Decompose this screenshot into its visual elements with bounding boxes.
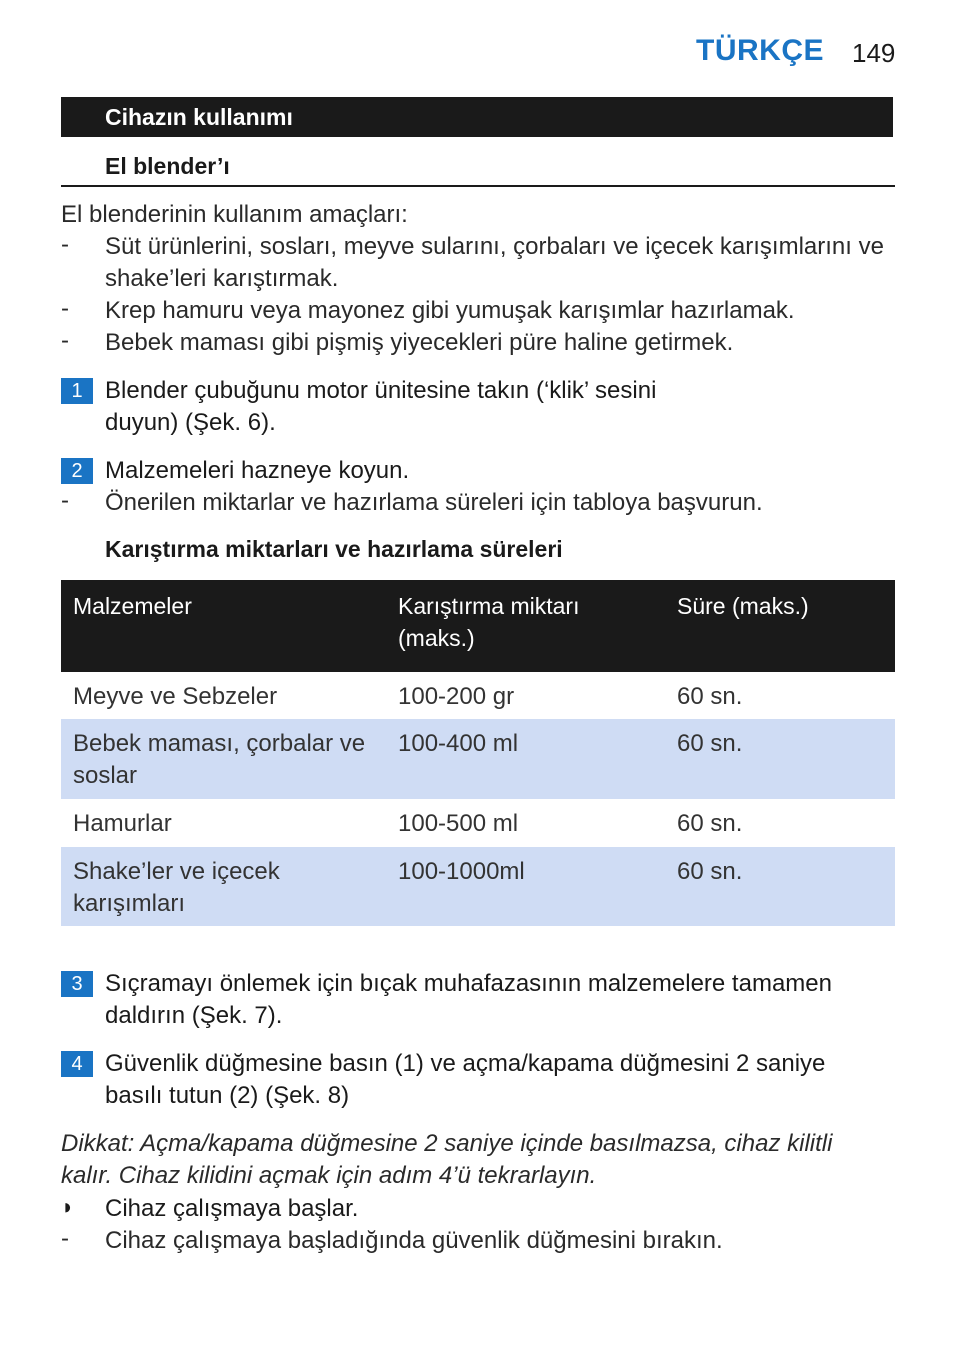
table-row — [61, 847, 895, 926]
step-4-line1: Güvenlik düğmesine basın (1) ve açma/kapama düğmesini 2 saniye — [105, 1050, 826, 1077]
dash-bullet: - — [61, 1225, 69, 1252]
cell-time: 60 sn. — [677, 810, 743, 837]
cell-ingredient-line2: soslar — [73, 762, 138, 789]
step-3-line2: daldırın (Şek. 7). — [105, 1002, 283, 1029]
caution-line2: kalır. Cihaz kilidini açmak için adım 4’ü tekrarlayın. — [61, 1162, 597, 1189]
mixing-table — [61, 580, 895, 926]
cell-ingredient: Hamurlar — [73, 810, 172, 837]
result-arrow-icon: ◗ — [61, 1194, 75, 1219]
cell-amount: 100-400 ml — [398, 730, 519, 757]
header-time: Süre (maks.) — [677, 593, 809, 619]
subsection-title: El blender’ı — [105, 153, 230, 179]
divider — [61, 185, 895, 187]
intro-item-2: Krep hamuru veya mayonez gibi yumuşak karışımlar hazırlamak. — [105, 297, 795, 324]
header-amount-line1: Karıştırma miktarı — [398, 593, 580, 619]
table-header-row — [61, 580, 895, 672]
header-amount — [398, 590, 668, 654]
cell-ingredient-line2: karışımları — [73, 890, 186, 917]
dash-bullet: - — [61, 295, 69, 322]
step-1-line2: duyun) (Şek. 6). — [105, 409, 276, 436]
dash-bullet: - — [61, 327, 69, 354]
caution-line1: Dikkat: Açma/kapama düğmesine 2 saniye içinde basılmazsa, cihaz kilitli — [61, 1130, 833, 1157]
page-number: 149 — [852, 38, 896, 68]
cell-time: 60 sn. — [677, 730, 743, 757]
cell-amount: 100-500 ml — [398, 810, 519, 837]
step-3-line1: Sıçramayı önlemek için bıçak muhafazasının malzemelere tamamen — [105, 970, 832, 997]
step-number-1: 1 — [61, 378, 93, 404]
header-amount-line2: (maks.) — [398, 625, 475, 651]
table-row — [61, 672, 895, 719]
intro-lead: El blenderinin kullanım amaçları: — [61, 201, 408, 228]
cell-amount: 100-200 gr — [398, 683, 515, 710]
cell-time: 60 sn. — [677, 858, 743, 885]
section-title: Cihazın kullanımı — [105, 104, 293, 130]
cell-time: 60 sn. — [677, 683, 743, 710]
cell-ingredient-line1: Bebek maması, çorbalar ve — [73, 730, 366, 757]
result-text: Cihaz çalışmaya başlar. — [105, 1195, 359, 1222]
intro-item-3: Bebek maması gibi pişmiş yiyecekleri püre haline getirmek. — [105, 329, 734, 356]
dash-bullet: - — [61, 487, 69, 514]
result-note: Cihaz çalışmaya başladığında güvenlik düğmesini bırakın. — [105, 1227, 723, 1254]
step-1-line1: Blender çubuğunu motor ünitesine takın (‘klik’ sesini — [105, 377, 657, 404]
cell-amount: 100-1000ml — [398, 858, 525, 885]
step-number-3: 3 — [61, 971, 93, 997]
step-2-note: Önerilen miktarlar ve hazırlama süreleri için tabloya başvurun. — [105, 489, 763, 516]
step-2-line1: Malzemeleri hazneye koyun. — [105, 457, 410, 484]
cell-ingredient: Meyve ve Sebzeler — [73, 683, 278, 710]
cell-ingredient-line1: Shake’ler ve içecek — [73, 858, 280, 885]
table-row — [61, 799, 895, 847]
intro-item-1-line1: Süt ürünlerini, sosları, meyve sularını, çorbaları ve içecek karışımlarını ve — [105, 233, 884, 260]
step-number-4: 4 — [61, 1051, 93, 1077]
step-4-line2: basılı tutun (2) (Şek. 8) — [105, 1082, 350, 1109]
dash-bullet: - — [61, 231, 69, 258]
step-number-2: 2 — [61, 458, 93, 484]
table-row — [61, 719, 895, 799]
cell-ingredient — [73, 728, 383, 792]
header-ingredients: Malzemeler — [73, 593, 192, 619]
language-label: TÜRKÇE — [696, 34, 824, 67]
table-title: Karıştırma miktarları ve hazırlama süreleri — [105, 536, 563, 562]
cell-ingredient — [73, 856, 383, 920]
intro-item-1-line2: shake’leri karıştırmak. — [105, 265, 339, 292]
